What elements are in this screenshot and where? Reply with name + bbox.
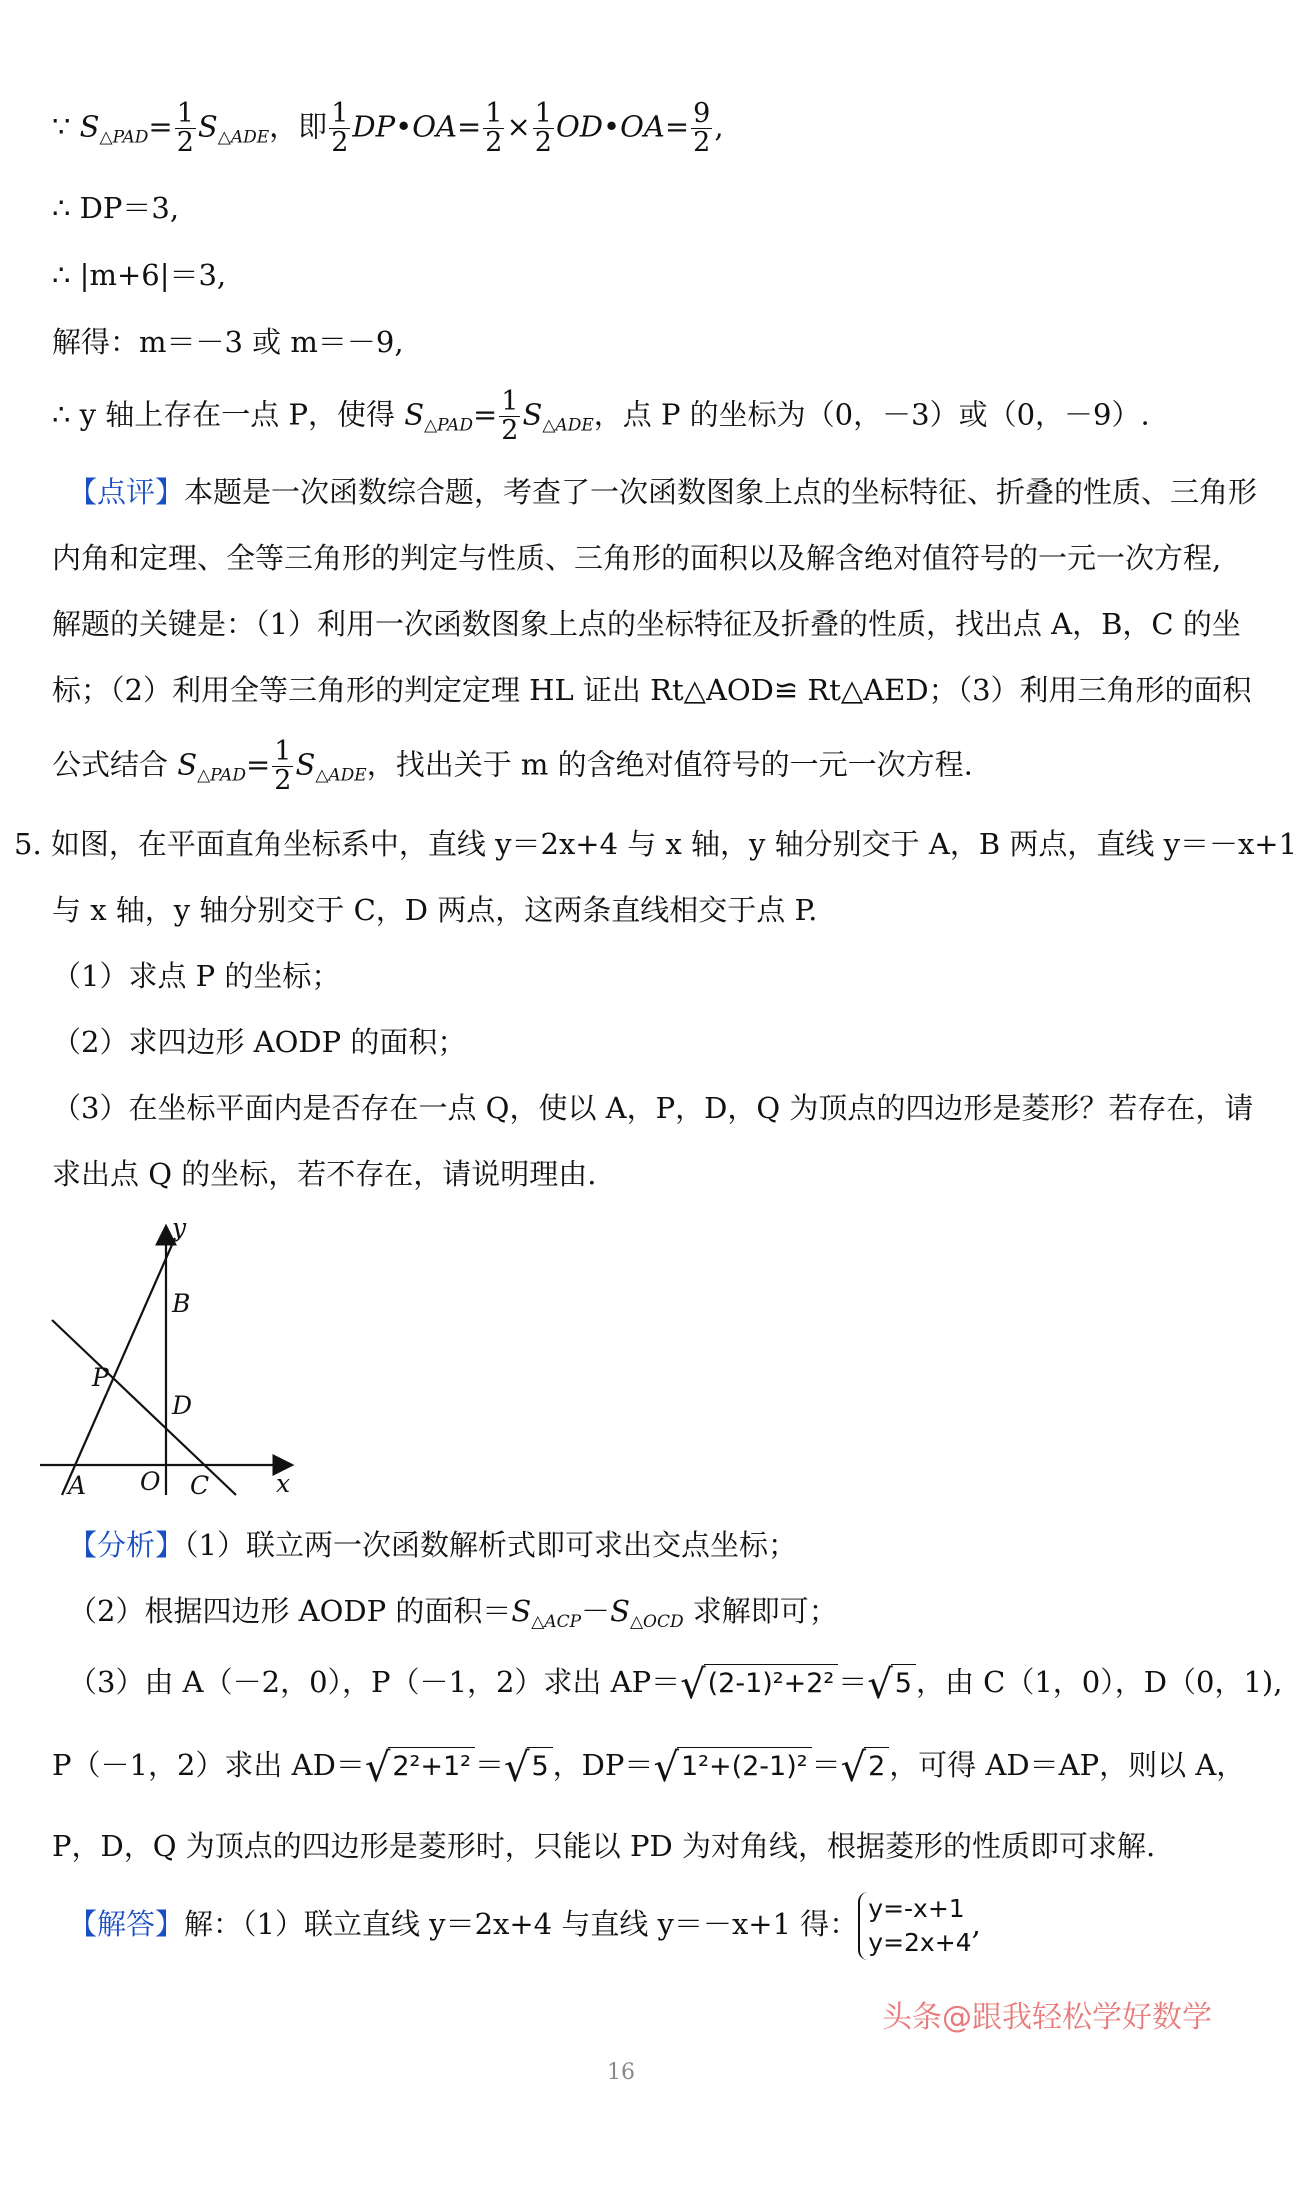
analysis-line-2: （2）根据四边形 AODP 的面积$=S_{\triangle ACP}-S_{\triangle OCD}$ 求解即可； [68,1594,838,1632]
watermark: 头条@跟我轻松学好数学 [882,2000,1212,2035]
problem-line-1: 5. 如图，在平面直角坐标系中，直线 y＝2x+4 与 x 轴，y 轴分别交于 A，B 两点，直线 y＝－x+1 [14,827,1297,861]
label-O: O [140,1467,161,1496]
problem-line-2: 与 x 轴，y 轴分别交于 C，D 两点，这两条直线相交于点 P. [52,893,818,927]
review-line-3: 解题的关键是：（1）利用一次函数图象上点的坐标特征及折叠的性质，找出点 A，B，C 的坐 [52,607,1241,641]
page-number: 16 [607,2060,635,2085]
analysis-line-3: （3）由 A（－2，0），P（－1，2）求出 AP＝√(2-1)²+2² ＝√5 ，由 C（1，0），D（0，1), [68,1662,1283,1708]
label-D: D [172,1391,193,1420]
label-y: y [172,1213,187,1242]
answer-tag: 【解答】 [68,1907,185,1941]
analysis-tag: 【分析】 [68,1528,185,1562]
analysis-line-1: 【分析】（1）联立两一次函数解析式即可求出交点坐标； [68,1528,797,1562]
label-C: C [190,1471,210,1500]
label-B: B [172,1289,191,1318]
label-x: x [276,1469,291,1498]
label-P: P [92,1363,109,1392]
analysis-line-4: P（－1，2）求出 AD＝√2²+1² ＝√5 ，DP＝√1²+(2-1)² ＝√2 ，可得 AD＝AP，则以 A， [52,1745,1246,1791]
review-tag: 【点评】 [68,475,185,509]
review-line-4: 标；（2）利用全等三角形的判定定理 HL 证出 Rt△AOD≌ Rt△AED；（3）利用三角形的面积 [52,673,1252,707]
proof-line-2: ∴ DP＝3, [52,191,180,225]
line-y-2x-4 [62,1238,175,1495]
review-line-1: 【点评】本题是一次函数综合题，考查了一次函数图象上点的坐标特征、折叠的性质、三角形 [68,475,1258,509]
question-1: （1）求点 P 的坐标； [52,959,341,993]
review-line-5: 公式结合 $S_{\triangle PAD}=$ $\frac{1}{2}$ $S_{\triangle ADE}$，找出关于 m 的含绝对值符号的一元一次方程. [52,736,973,796]
fraction: $\frac{1}{2}$ [176,98,194,158]
proof-line-3: ∴ |m+6|＝3, [52,258,227,292]
proof-line-5: ∴ y 轴上存在一点 P，使得 $S_{\triangle PAD}=$ $\frac{1}{2}$ $S_{\triangle ADE}$，点 P 的坐标为（0，－3）或（0，－9）. [52,386,1150,446]
label-A: A [68,1471,87,1500]
equation-system: y=-x+1 y=2x+4 [858,1892,971,1960]
answer-line-1: 【解答】解：（1）联立直线 y＝2x+4 与直线 y＝－x+1 得： y=-x+1 y=2x+4 , [68,1892,981,1960]
proof-line-1: ∵ $S_{\triangle PAD}=$ $\frac{1}{2}$ $S_{\triangle ADE}$，即 $\frac{1}{2}$ DP•OA= $\frac{1}{2}$ × $\frac{1}{2}$ OD•OA= $\frac{9}{2}$ , [52,98,724,158]
analysis-line-5: P，D，Q 为顶点的四边形是菱形时，只能以 PD 为对角线，根据菱形的性质即可求解. [52,1829,1156,1863]
question-3b: 求出点 Q 的坐标，若不存在，请说明理由. [52,1157,597,1191]
question-3a: （3）在坐标平面内是否存在一点 Q，使以 A，P，D，Q 为顶点的四边形是菱形？若存在，请 [52,1091,1254,1125]
review-line-2: 内角和定理、全等三角形的判定与性质、三角形的面积以及解含绝对值符号的一元一次方程, [52,541,1222,575]
question-2: （2）求四边形 AODP 的面积； [52,1025,467,1059]
proof-line-4: 解得：m＝－3 或 m＝－9, [52,325,404,359]
coordinate-figure [40,1210,320,1500]
